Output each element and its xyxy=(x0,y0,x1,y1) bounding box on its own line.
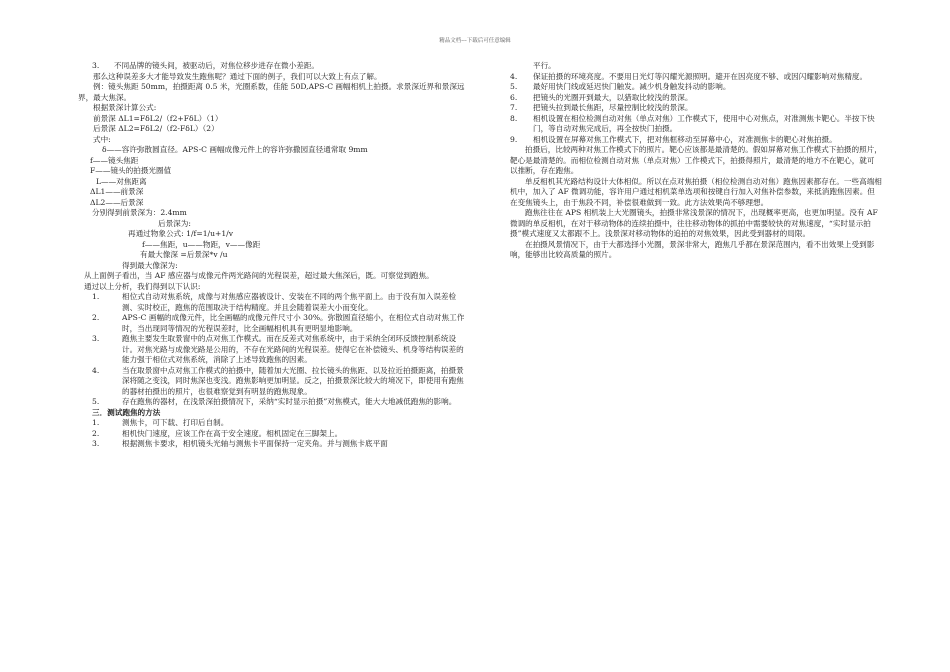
list-text: 把镜头拉到最长焦距，尽量控制比较浅的景深。 xyxy=(533,103,693,112)
intro-list-item xyxy=(78,61,468,72)
max-image-depth: 有最大像深 =后景深*v /u xyxy=(140,250,228,259)
list-item xyxy=(92,366,468,398)
analysis-intro: 通过以上分析，我们得到以下认识: xyxy=(84,281,201,291)
formula-back-depth: 后景深 ΔL2=FδL2/（f2-FδL）（2） xyxy=(93,124,219,133)
list-text: 当在取景窗中点对焦工作模式的拍摄中，随着加大光圈、拉长镜头的焦距、以及拉近拍摄距离，拍摄景深将随之变浅，同时焦深也变浅。跑焦影响更加明显。反之，拍摄景深比较大的境况下，即使用有跑焦的器材拍摄出的照片，也很难察觉到有明显的跑焦现象。 xyxy=(122,365,464,396)
af-adjust-paragraph: 单反相机其光路结构设计大体相似。所以在点对焦拍摄（相位检测自动对焦）跑焦因素都存在。一些高端相机中，加入了 AF 微调功能，容许用户通过相机菜单选项和按键自行加入对焦补偿参数，来抵消跑焦因素。但在变焦镜头上，由于焦段不同，补偿很难做到一致。此方法效果尚不够理想。 xyxy=(510,176,882,207)
formula-title: 根据景深计算公式: xyxy=(93,103,157,112)
list-item xyxy=(92,429,468,440)
left-column xyxy=(78,61,468,450)
landscape-paragraph: 在拍摄风景情况下，由于大都选择小光圈，景深非常大，跑焦几乎都在景深范围内，看不出效果上受到影响，能够出比较高质量的照片。 xyxy=(510,239,875,259)
legend-focal-length: f——镜头焦距 xyxy=(90,155,139,165)
method-list xyxy=(78,418,468,450)
list-item xyxy=(92,397,468,408)
result-front-depth: 分别得到前景深为：2.4mm xyxy=(92,208,187,217)
method-list-continued xyxy=(510,72,882,146)
continuation-text: 平行。 xyxy=(533,61,556,70)
list-item xyxy=(510,103,882,114)
list-item xyxy=(92,418,468,429)
list-text: 相机设置在相位检测自动对焦（单点对焦）工作模式下，使用中心对焦点，对准测焦卡靶心。半按下快门，等自动对焦完成后，再全按快门拍摄。 xyxy=(533,113,875,133)
list-text: 相机快门速度，应该工作在高于安全速度。相机固定在三脚架上。 xyxy=(122,428,343,438)
right-column xyxy=(510,61,882,261)
list-number: 3. xyxy=(92,61,100,70)
list-text: 测焦卡，可下载、打印后自制。 xyxy=(122,418,229,427)
list-number: 3. xyxy=(92,439,100,448)
list-item xyxy=(92,334,468,366)
list-text: APS-C 画幅的成像元件，比全画幅的成像元件尺寸小 30%。弥散圆直径缩小，在相位式自动对焦工作时，当出现同等情况的光程误差时，比全画幅相机具有更明显地影响。 xyxy=(122,313,465,333)
list-number: 5. xyxy=(92,397,100,406)
shallow-depth-paragraph: 跑焦往往在 APS 相机装上大光圈镜头，拍摄非常浅景深的情况下，出现概率更高，也更加明显。没有 AF 微调的单反相机，在对于移动物体的连续拍摄中，往往移动物体的抓拍中需要较快的对焦速度，“实时显示拍摄”模式速度又太都跟不上。浅景深对移动物体的追拍的对焦效果，因此受到器材的局限。 xyxy=(510,208,878,238)
legend-back-depth: ΔL2——后景深 xyxy=(90,197,144,207)
list-item xyxy=(92,292,468,313)
question-paragraph: 那么这种误差多大才能导致发生跑焦呢？通过下面的例子，我们可以大致上有点了解。 xyxy=(93,71,382,81)
list-number: 1. xyxy=(92,418,100,427)
list-item xyxy=(510,82,882,93)
list-number: 8. xyxy=(510,113,518,123)
list-text: 根据测焦卡要求，相机镜头光轴与测焦卡平面保持一定夹角。并与测焦卡底平面 xyxy=(122,439,388,448)
list-text: 把镜头的光圈开到最大，以猎取比较浅的景深。 xyxy=(533,92,693,102)
list-text: 保证拍摄的环境亮度。不要用日光灯等闪耀光源照明。避开在因亮度不够、或因闪耀影响对焦精度。 xyxy=(533,71,868,81)
list-number: 2. xyxy=(92,428,100,438)
list-number: 9. xyxy=(510,134,518,144)
list-number: 4. xyxy=(510,71,518,81)
list-number: 5. xyxy=(510,82,518,91)
analysis-list xyxy=(78,292,468,408)
list-item xyxy=(510,72,882,83)
list-item xyxy=(510,135,882,146)
formula-where: 式中: xyxy=(93,134,111,144)
imaging-formula: 再通过物象公式: 1/f=1/u+1/v xyxy=(128,229,234,238)
list-item xyxy=(92,313,468,334)
section-title: 三．测试跑焦的方法 xyxy=(92,407,161,417)
page-header: 精品文档---下载后可任意编辑 xyxy=(439,38,511,44)
comparison-paragraph: 拍摄后，比较两种对焦工作模式下的照片。靶心应该都是最清楚的。假如屏幕对焦工作模式下拍摄的照片，靶心是最清楚的。而相位检测自动对焦（单点对焦）工作模式下，拍摄得照片，最清楚的地方不在靶心，就可以推断，存在跑焦。 xyxy=(510,145,882,175)
list-text: 最好用快门线或延迟快门触发。减少机身触发抖动的影响。 xyxy=(533,82,731,91)
max-image-depth-result: 得到最大像深为: xyxy=(122,260,178,270)
list-number: 1. xyxy=(92,292,100,301)
list-number: 2. xyxy=(92,313,100,322)
list-text: 相位式自动对焦系统，成像与对焦感应器被设计、安装在不同的两个焦平面上。由于没有加入误差检测、实时校正，跑焦的范围取决于结构精度。并且会随着误差大小而变化。 xyxy=(122,292,457,312)
list-number: 4. xyxy=(92,365,100,375)
list-text: 不同品牌的镜头间，被驱动后，对焦位移步进存在微小差距。 xyxy=(114,61,320,70)
legend-aperture: F——镜头的拍摄光圈值 xyxy=(90,166,172,175)
list-text: 存在跑焦的器材，在浅景深拍摄情况下，采纳“实时显示拍摄”对焦模式，能大大地减低跑焦的影响。 xyxy=(122,397,457,406)
legend-delta: δ——容许弥散圆直径。APS-C 画幅成像元件上的容许弥撒园直径通常取 9mm xyxy=(102,145,368,154)
legend-focus-distance: L——对焦距离 xyxy=(96,176,147,186)
list-text: 相机设置在屏幕对焦工作模式下，把对焦框移动至屏幕中心，对准测焦卡的靶心对焦拍摄。 xyxy=(533,134,837,144)
result-back-depth: 后景深为: xyxy=(158,218,191,228)
list-number: 3. xyxy=(92,334,100,343)
formula-front-depth: 前景深 ΔL1=FδL2/（f2+FδL）（1） xyxy=(93,113,223,123)
list-item xyxy=(510,114,882,135)
example-paragraph: 例：镜头焦距 50mm，拍摄距离 0.5 米，光圈系数，佳能 50D,APS-C 画幅相机上拍摄。求景深近界和景深远界，最大焦深。 xyxy=(78,82,465,102)
list-item xyxy=(92,439,468,450)
list-number: 6. xyxy=(510,92,518,102)
list-item xyxy=(510,93,882,104)
legend-front-depth: ΔL1——前景深 xyxy=(90,187,144,196)
list-number: 7. xyxy=(510,103,518,112)
conclusion-paragraph: 从上面例子看出，当 AF 感应器与成像元件两光路间的光程误差，超过最大焦深后，既。可察觉到跑焦。 xyxy=(84,271,434,280)
imaging-legend: f——焦距，u——物距，v——像距 xyxy=(142,239,261,249)
list-text: 跑焦主要发生取景窗中的点对焦工作模式。而在反差式对焦系统中，由于采纳全闭环反馈控制系统设计。对焦光路与成像光路是公用的，不存在光路间的光程误差。使得它在补偿镜头、机身等结构误差的能力强于相位式对焦系统，消除了上述导致跑焦的因素。 xyxy=(122,334,464,364)
